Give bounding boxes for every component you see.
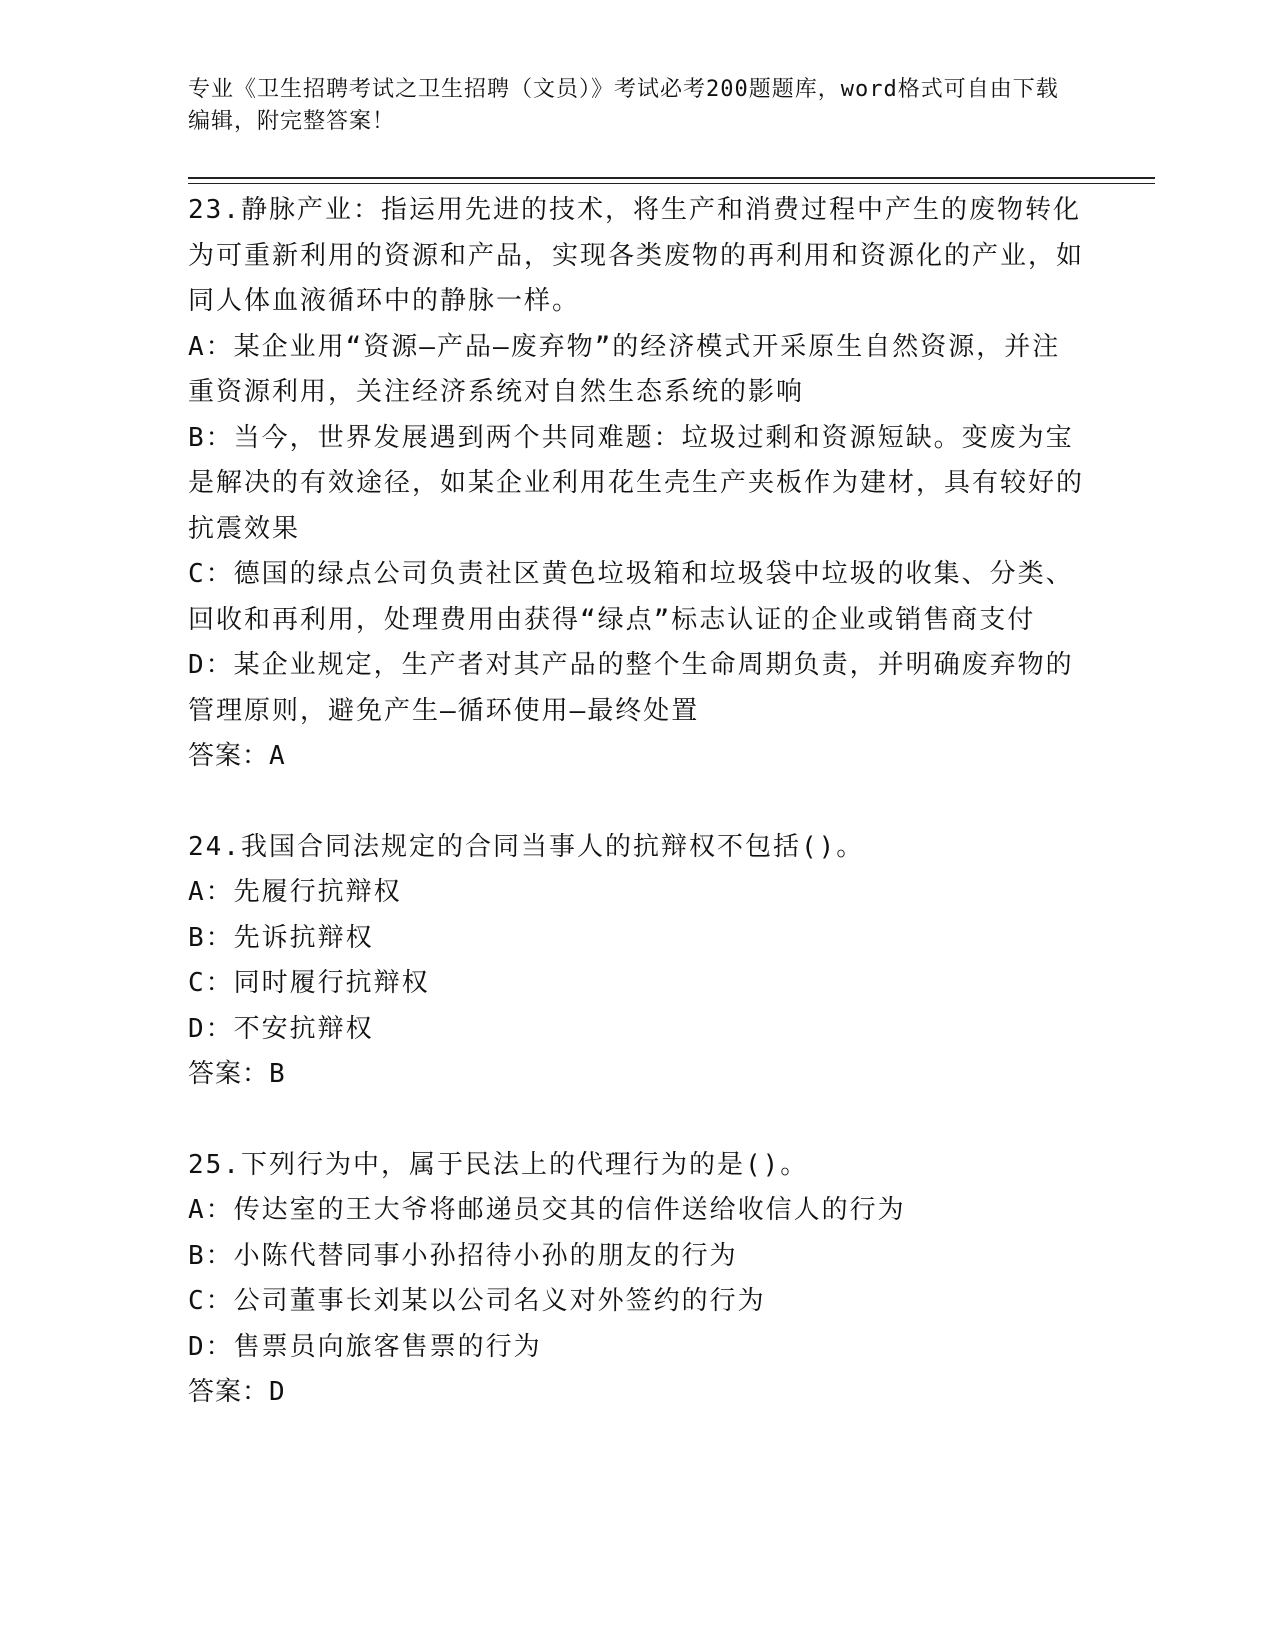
answer-value: B [269, 1059, 286, 1089]
option-c: C：同时履行抗辩权 [188, 968, 430, 998]
option-a: A：某企业用“资源—产品—废弃物”的经济模式开采原生自然资源，并注重资源利用，关注经济系统对自然生态系统的影响 [188, 331, 1061, 407]
answer-line [188, 734, 1088, 780]
question-text: 23.静脉产业：指运用先进的技术，将生产和消费过程中产生的废物转化为可重新利用的资源和产品，实现各类废物的再利用和资源化的产业，如同人体血液循环中的静脉一样。 [188, 195, 1085, 316]
option-b: B：先诉抗辩权 [188, 922, 374, 953]
page-header: 专业《卫生招聘考试之卫生招聘（文员）》考试必考200题题库，word格式可自由下载编辑，附完整答案！ [188, 77, 1059, 134]
answer-value: D [269, 1377, 286, 1407]
question-24 [188, 825, 1088, 1098]
option-b: B：当今，世界发展遇到两个共同难题：垃圾过剩和资源短缺。变废为宝是解决的有效途径，如某企业利用花生壳生产夹板作为建材，具有较好的抗震效果 [188, 422, 1085, 544]
answer-value: A [269, 741, 286, 771]
option-d: D：不安抗辩权 [188, 1013, 374, 1044]
question-list [188, 188, 1088, 1461]
answer-label: 答案： [188, 1059, 270, 1089]
option-c: C：德国的绿点公司负责社区黄色垃圾箱和垃圾袋中垃圾的收集、分类、回收和再利用，处理费用由获得“绿点”标志认证的企业或销售商支付 [188, 559, 1074, 635]
option-d: D：某企业规定，生产者对其产品的整个生命周期负责，并明确废弃物的管理原则，避免产生—循环使用—最终处置 [188, 650, 1074, 726]
answer-line [188, 1370, 1088, 1416]
option-c: C：公司董事长刘某以公司名义对外签约的行为 [188, 1286, 766, 1316]
question-23 [188, 188, 1088, 780]
question-text: 24.我国合同法规定的合同当事人的抗辩权不包括()。 [188, 831, 865, 862]
question-25 [188, 1143, 1088, 1416]
answer-label: 答案： [188, 741, 270, 771]
option-a: A：先履行抗辩权 [188, 877, 402, 907]
answer-label: 答案： [188, 1377, 270, 1407]
answer-line [188, 1052, 1088, 1098]
option-d: D：售票员向旅客售票的行为 [188, 1331, 542, 1362]
option-b: B：小陈代替同事小孙招待小孙的朋友的行为 [188, 1240, 738, 1271]
header-rule-thin [188, 183, 1155, 184]
option-a: A：传达室的王大爷将邮递员交其的信件送给收信人的行为 [188, 1195, 906, 1225]
question-text: 25.下列行为中，属于民法上的代理行为的是()。 [188, 1149, 809, 1180]
header-rule-thick [188, 177, 1155, 179]
